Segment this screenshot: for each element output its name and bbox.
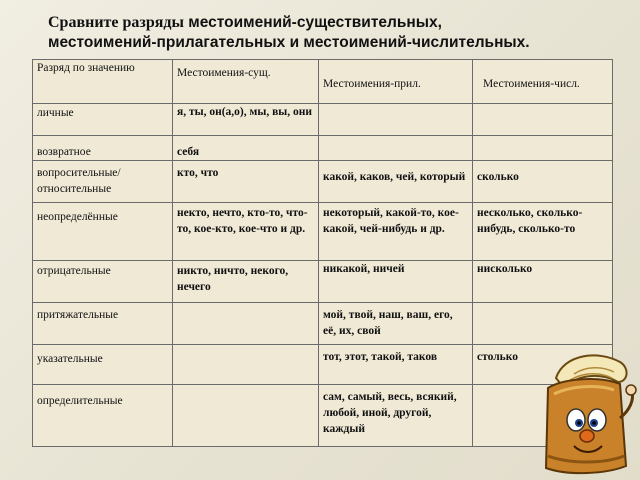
cell-adj-interrogative: какой, каков, чей, который [319, 161, 473, 203]
cell-noun-reflexive: себя [173, 136, 319, 161]
table-row [33, 104, 613, 136]
cell-num-interrogative: сколько [473, 161, 613, 203]
table-row [33, 303, 613, 345]
table-row [33, 345, 613, 385]
header-numeral: Местоимения-числ. [473, 60, 613, 104]
cell-num-demonstrative: столько [473, 345, 613, 385]
table-row [33, 161, 613, 203]
cell-noun-interrogative: кто, что [173, 161, 319, 203]
cell-num-possessive [473, 303, 613, 345]
cell-noun-demonstrative [173, 345, 319, 385]
row-label-possessive: притяжательные [33, 303, 173, 345]
cell-adj-attributive: сам, самый, весь, всякий, любой, иной, другой, каждый [319, 385, 473, 447]
row-label-demonstrative: указательные [33, 345, 173, 385]
table-row [33, 136, 613, 161]
title-line-2: местоимений-прилагательных и местоимений-числительных. [48, 34, 530, 51]
header-adjective: Местоимения-прил. [319, 60, 473, 104]
cell-noun-possessive [173, 303, 319, 345]
cell-noun-negative: никто, ничто, некого, нечего [173, 261, 319, 303]
header-category: Разряд по значению [33, 60, 173, 104]
table-row [33, 261, 613, 303]
pronoun-comparison-table [32, 59, 613, 447]
table-row [33, 203, 613, 261]
table-row [33, 385, 613, 447]
cell-num-reflexive [473, 136, 613, 161]
page-title [48, 13, 628, 53]
cell-adj-indefinite: некоторый, какой-то, кое-какой, чей-нибудь и др. [319, 203, 473, 261]
cell-adj-demonstrative: тот, этот, такой, таков [319, 345, 473, 385]
title-line-1 [48, 13, 628, 33]
cell-adj-reflexive [319, 136, 473, 161]
row-label-reflexive: возвратное [33, 136, 173, 161]
cell-num-indefinite: несколько, сколько-нибудь, сколько-то [473, 203, 613, 261]
cell-num-negative: нисколько [473, 261, 613, 303]
row-label-negative: отрицательные [33, 261, 173, 303]
title-lead: Сравните разряды [48, 14, 184, 31]
cell-noun-personal: я, ты, он(а,о), мы, вы, они [173, 104, 319, 136]
row-label-attributive: определительные [33, 385, 173, 447]
row-label-indefinite: неопределённые [33, 203, 173, 261]
cell-adj-personal [319, 104, 473, 136]
cell-adj-negative: никакой, ничей [319, 261, 473, 303]
book-character-icon [534, 348, 638, 478]
row-label-interrogative: вопросительные/ относительные [33, 161, 173, 203]
cell-adj-possessive: мой, твой, наш, ваш, его, её, их, свой [319, 303, 473, 345]
row-label-personal: личные [33, 104, 173, 136]
header-noun: Местоимения-сущ. [173, 60, 319, 104]
table-header-row [33, 60, 613, 104]
cell-noun-indefinite: некто, нечто, кто-то, что-то, кое-кто, кое-что и др. [173, 203, 319, 261]
cell-num-personal [473, 104, 613, 136]
title-line-1-rest: местоимений-существительных, [188, 14, 442, 31]
cell-noun-attributive [173, 385, 319, 447]
